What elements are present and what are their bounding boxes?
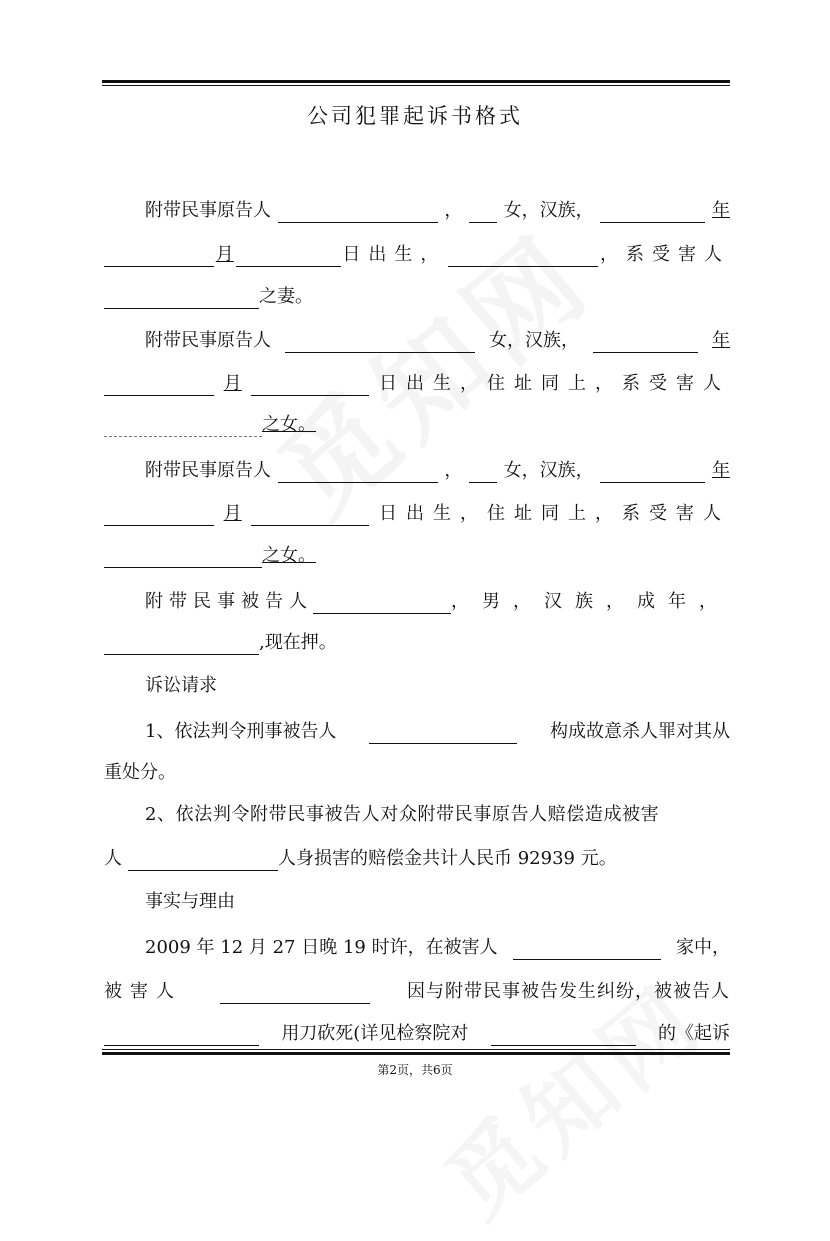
facts-date: 2009 年 12 月 27 日晚 19 时许，在被害人 — [145, 937, 498, 958]
birth-text: 日出生，住址同上，系受害人 — [378, 373, 730, 394]
gender-ethnic: 女，汉族， — [503, 200, 594, 221]
claim2-amount: 人身损害的赔偿金共计人民币 92939 元。 — [278, 848, 617, 869]
p3-line1 — [145, 457, 730, 483]
p3-line2 — [104, 500, 730, 526]
p7-line2 — [104, 978, 730, 1004]
footer-rule-thin — [102, 1049, 730, 1050]
year-blank — [600, 202, 705, 223]
name-blank — [278, 202, 438, 223]
claim1-a: 1、依法判令刑事被告人 — [145, 721, 337, 742]
facts-killed: 用刀砍死(详见检察院对 — [281, 1023, 469, 1044]
year-label: 年 — [712, 330, 730, 351]
p2-line1 — [145, 327, 730, 353]
year-blank — [593, 332, 698, 353]
month-label: 月 — [223, 503, 242, 524]
defendant-blank — [369, 723, 517, 744]
day-blank — [251, 375, 369, 396]
month-blank — [104, 375, 214, 396]
facts-dispute: 因与附带民事被告发生纠纷，被被告人 — [407, 981, 730, 1002]
footer-rule — [102, 1052, 730, 1055]
age-blank — [469, 202, 497, 223]
page-number: 第2页，共6页 — [377, 1063, 453, 1077]
p4-line1 — [145, 588, 730, 614]
defendant-blank — [104, 1025, 259, 1046]
p1-line1 — [145, 197, 730, 223]
p5-line2: 重处分。 — [104, 762, 176, 783]
claim2-person: 人 — [104, 848, 122, 869]
birth-text: 日出生， — [342, 244, 447, 265]
address-blank — [104, 634, 259, 655]
address-blank — [448, 246, 598, 267]
name-blank — [285, 332, 475, 353]
p2-line3 — [104, 413, 730, 439]
victim-blank — [128, 850, 278, 871]
claim1-b: 构成故意杀人罪对其从 — [549, 721, 730, 742]
header-rule-thin — [102, 85, 730, 86]
heading-facts: 事实与理由 — [145, 891, 235, 912]
month-label: 月 — [223, 373, 242, 394]
victim-blank — [220, 983, 370, 1004]
label: 附带民事原告人 — [145, 330, 271, 351]
relation-daughter: 之女。 — [262, 545, 316, 566]
p1-line3 — [104, 285, 730, 311]
relation-wife: 之妻。 — [259, 286, 313, 307]
p7-line1 — [145, 934, 730, 960]
victim-blank — [104, 547, 262, 568]
defendant-info: ，男，汉族，成年， — [451, 591, 730, 612]
relation-daughter: 之女。 — [262, 414, 316, 435]
defendant-blank-2 — [491, 1025, 636, 1046]
defendant-blank — [313, 593, 451, 614]
p6-line1: 2、依法判令附带民事被告人对众附带民事原告人赔偿造成被害 — [145, 804, 660, 825]
label: 附带民事原告人 — [145, 200, 271, 221]
p7-line3 — [104, 1020, 730, 1046]
p4-line2 — [104, 631, 730, 657]
gender-ethnic: 女，汉族， — [503, 460, 594, 481]
victim-blank — [104, 416, 262, 437]
header-rule — [102, 80, 730, 83]
heading-claims: 诉讼请求 — [145, 675, 217, 696]
name-blank — [278, 462, 438, 483]
facts-victim: 被害人 — [104, 981, 182, 1002]
birth-text: 日出生，住址同上，系受害人 — [378, 503, 730, 524]
year-label: 年 — [711, 200, 730, 221]
victim-blank — [104, 288, 259, 309]
p1-line2 — [104, 241, 730, 267]
facts-home: 家中， — [675, 937, 730, 958]
p6-line2 — [104, 847, 730, 873]
day-blank — [236, 246, 341, 267]
p5-line1 — [145, 718, 730, 744]
year-blank — [600, 462, 705, 483]
facts-indictment: 的《起诉 — [657, 1023, 730, 1044]
comma: ， — [444, 460, 463, 481]
month-blank — [104, 505, 214, 526]
label: 附带民事被告人 — [145, 591, 313, 612]
age-blank — [469, 462, 497, 483]
month-blank — [104, 246, 214, 267]
comma: ， — [444, 200, 463, 221]
p3-line3 — [104, 544, 730, 570]
p2-line2 — [104, 370, 730, 396]
year-label: 年 — [711, 460, 730, 481]
custody-text: ,现在押。 — [259, 632, 337, 653]
page-title: 公司犯罪起诉书格式 — [307, 104, 523, 128]
month-label: 月 — [215, 244, 234, 265]
victim-blank — [513, 939, 661, 960]
label: 附带民事原告人 — [145, 460, 271, 481]
gender-ethnic: 女，汉族， — [489, 330, 579, 351]
day-blank — [251, 505, 369, 526]
victim-rel: ，系受害人 — [599, 244, 730, 265]
